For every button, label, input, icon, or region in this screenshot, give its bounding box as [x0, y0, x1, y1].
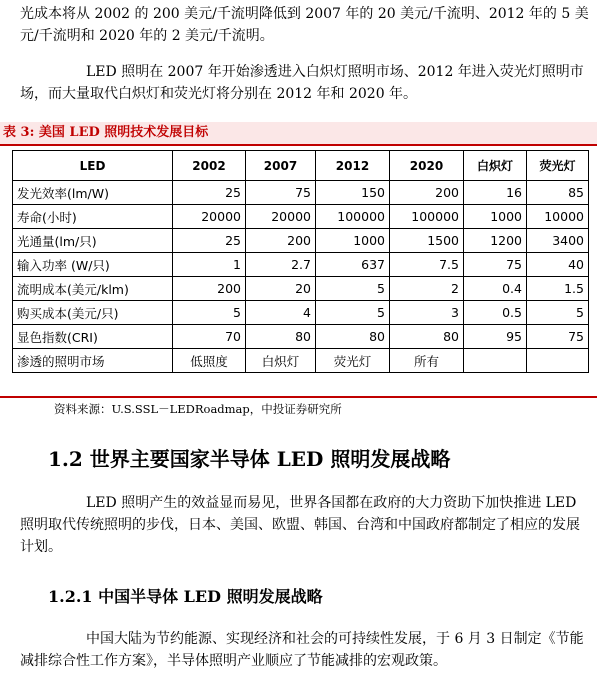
subsection-paragraph: 中国大陆为节约能源、实现经济和社会的可持续性发展，于 6 月 3 日制定《节能减排综合性工作方案》，半导体照明产业顺应了节能减排的宏观政策。	[20, 631, 584, 669]
caption-divider	[0, 144, 597, 146]
table-cell: 80	[390, 325, 464, 349]
row-label: 渗透的照明市场	[13, 349, 173, 373]
table-cell: 85	[527, 181, 589, 205]
col-header: 2012	[316, 151, 390, 181]
col-header: 2007	[246, 151, 316, 181]
table-row-market	[13, 349, 589, 373]
col-header: LED	[13, 151, 173, 181]
table-cell: 1200	[464, 229, 527, 253]
table-cell: 75	[527, 325, 589, 349]
table-cell: 25	[173, 181, 246, 205]
table-cell: 25	[173, 229, 246, 253]
table-cell: 637	[316, 253, 390, 277]
table-caption: 表 3: 美国 LED 照明技术发展目标	[0, 122, 597, 144]
section-paragraph: LED 照明产生的效益显而易见，世界各国都在政府的大力资助下加快推进 LED 照明取代传统照明的步伐，日本、美国、欧盟、韩国、台湾和中国政府都制定了相应的发展计划。	[20, 495, 580, 555]
table-cell: 1.5	[527, 277, 589, 301]
table-bottom-divider	[0, 396, 597, 398]
col-header: 白炽灯	[464, 151, 527, 181]
led-targets-table	[12, 150, 589, 373]
row-label: 流明成本(美元/klm)	[13, 277, 173, 301]
table-cell: 80	[246, 325, 316, 349]
table-cell: 5	[527, 301, 589, 325]
table-cell: 95	[464, 325, 527, 349]
row-label: 寿命(小时)	[13, 205, 173, 229]
table-cell: 75	[246, 181, 316, 205]
table-cell: 80	[316, 325, 390, 349]
row-label: 输入功率 (W/只)	[13, 253, 173, 277]
table-cell: 70	[173, 325, 246, 349]
table-row	[13, 325, 589, 349]
subsection-heading: 1.2.1 中国半导体 LED 照明发展战略	[48, 587, 323, 606]
table-header-row	[13, 151, 589, 181]
table-cell: 20000	[173, 205, 246, 229]
table-cell: 100000	[390, 205, 464, 229]
table-cell: 低照度	[173, 349, 246, 373]
table-cell: 16	[464, 181, 527, 205]
col-header: 2002	[173, 151, 246, 181]
table-cell: 10000	[527, 205, 589, 229]
table-cell: 200	[390, 181, 464, 205]
section-heading: 1.2 世界主要国家半导体 LED 照明发展战略	[48, 447, 451, 471]
table-cell: 100000	[316, 205, 390, 229]
table-cell: 2.7	[246, 253, 316, 277]
table-cell: 5	[173, 301, 246, 325]
table-row	[13, 301, 589, 325]
table-row	[13, 277, 589, 301]
table-cell: 2	[390, 277, 464, 301]
table-cell: 20000	[246, 205, 316, 229]
table-cell: 所有	[390, 349, 464, 373]
table-cell: 5	[316, 301, 390, 325]
table-cell: 40	[527, 253, 589, 277]
row-label: 发光效率(lm/W)	[13, 181, 173, 205]
table-cell: 5	[316, 277, 390, 301]
row-label: 显色指数(CRI)	[13, 325, 173, 349]
row-label: 购买成本(美元/只)	[13, 301, 173, 325]
table-row	[13, 181, 589, 205]
table-cell: 7.5	[390, 253, 464, 277]
intro-paragraph-1: 光成本将从 2002 的 200 美元/千流明降低到 2007 年的 20 美元/千流明、2012 年的 5 美元/千流明和 2020 年的 2 美元/千流明。	[20, 6, 589, 44]
table-row	[13, 253, 589, 277]
table-row	[13, 205, 589, 229]
table-cell: 白炽灯	[246, 349, 316, 373]
table-cell	[527, 349, 589, 373]
table-row	[13, 229, 589, 253]
table-cell: 1500	[390, 229, 464, 253]
table-cell: 1000	[316, 229, 390, 253]
table-cell: 3	[390, 301, 464, 325]
table-cell: 150	[316, 181, 390, 205]
col-header: 2020	[390, 151, 464, 181]
table-cell: 1	[173, 253, 246, 277]
table-cell: 4	[246, 301, 316, 325]
row-label: 光通量(lm/只)	[13, 229, 173, 253]
table-cell: 200	[246, 229, 316, 253]
table-cell: 200	[173, 277, 246, 301]
table-cell: 75	[464, 253, 527, 277]
table-cell: 0.4	[464, 277, 527, 301]
table-cell: 荧光灯	[316, 349, 390, 373]
table-source-note: 资料来源：U.S.SSL－LEDRoadmap，中投证券研究所	[54, 402, 342, 416]
table-cell: 0.5	[464, 301, 527, 325]
intro-paragraph-2: LED 照明在 2007 年开始渗透进入白炽灯照明市场、2012 年进入荧光灯照明市场，而大量取代白炽灯和荧光灯将分别在 2012 年和 2020 年。	[20, 64, 584, 102]
table-cell: 3400	[527, 229, 589, 253]
col-header: 荧光灯	[527, 151, 589, 181]
table-cell: 1000	[464, 205, 527, 229]
table-cell	[464, 349, 527, 373]
table-cell: 20	[246, 277, 316, 301]
